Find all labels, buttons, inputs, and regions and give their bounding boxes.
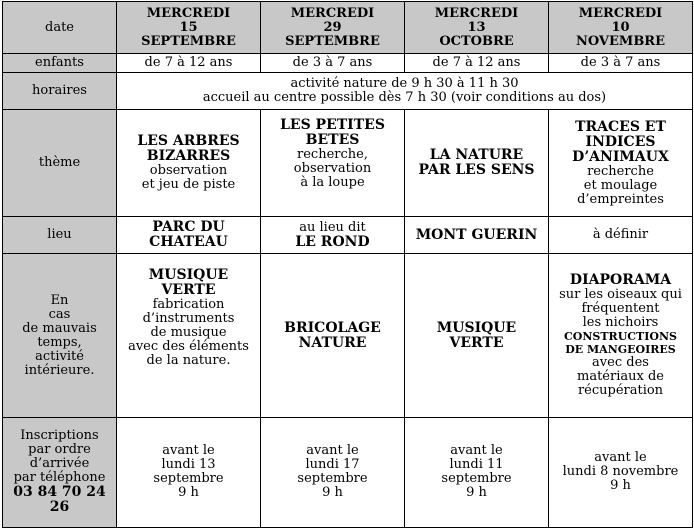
mauvais-title: DIAPORAMA: [569, 272, 672, 289]
label-enfants: enfants: [3, 54, 117, 73]
inscription-line: lundi 13: [161, 457, 216, 473]
lieu-col-1: [117, 217, 261, 254]
theme-title: LA NATURE: [429, 147, 524, 164]
row-horaires: [3, 73, 693, 110]
date-col-2: [261, 2, 405, 54]
label-line: de mauvais: [22, 320, 97, 336]
date-day: MERCREDI: [290, 5, 375, 21]
theme-desc: à la loupe: [300, 175, 365, 191]
label-mauvais-temps: [3, 254, 117, 417]
inscription-line: lundi 11: [449, 457, 504, 473]
mauvais-title: MUSIQUE: [148, 267, 229, 284]
inscription-line: septembre: [441, 471, 512, 487]
inscription-line: 9 h: [610, 478, 631, 494]
label-horaires: horaires: [3, 73, 117, 110]
inscription-line: avant le: [306, 443, 359, 459]
lieu-title: MONT GUERIN: [415, 226, 538, 243]
row-theme: [3, 110, 693, 217]
inscription-line: 9 h: [178, 485, 199, 501]
label-line: activité: [35, 348, 84, 364]
schedule-table: [2, 1, 693, 528]
mauvais-title: NATURE: [298, 334, 367, 351]
theme-desc: recherche: [587, 163, 654, 179]
label-date: date: [3, 2, 117, 54]
theme-desc: recherche,: [297, 147, 368, 163]
label-line: temps,: [37, 334, 82, 350]
label-lieu: lieu: [3, 217, 117, 254]
lieu-col-3: [405, 217, 549, 254]
mauvais-desc: sur les oiseaux qui: [559, 287, 682, 303]
label-line: par téléphone: [13, 470, 106, 486]
label-line: par ordre: [28, 442, 91, 458]
mauvais-desc: les nichoirs: [582, 315, 659, 331]
theme-title: TRACES ET: [575, 118, 666, 135]
date-month: OCTOBRE: [439, 33, 514, 49]
enfants-col-3: de 7 à 12 ans: [405, 54, 549, 73]
mauvais-desc: avec des éléments: [128, 339, 249, 355]
date-month: SEPTEMBRE: [141, 33, 236, 49]
mauvais-col-4: [549, 254, 693, 417]
mauvais-title: BRICOLAGE: [284, 319, 381, 336]
mauvais-desc: matériaux de: [577, 369, 664, 385]
row-date: [3, 2, 693, 54]
date-number: 13: [467, 19, 486, 35]
theme-col-1: [117, 110, 261, 217]
date-number: 10: [611, 19, 630, 35]
mauvais-title: DE MANGEOIRES: [565, 343, 676, 357]
lieu-pre: au lieu dit: [299, 219, 366, 235]
row-enfants: [3, 54, 693, 73]
mauvais-desc: de musique: [150, 325, 227, 341]
date-day: MERCREDI: [578, 5, 663, 21]
inscription-line: lundi 8 novembre: [562, 464, 679, 480]
label-theme: thème: [3, 110, 117, 217]
date-day: MERCREDI: [146, 5, 231, 21]
lieu-pre: à définir: [592, 227, 649, 243]
label-line: Inscriptions: [20, 428, 99, 444]
date-number: 29: [323, 19, 342, 35]
mauvais-col-3: [405, 254, 549, 417]
mauvais-desc: fabrication: [152, 297, 225, 313]
theme-title: INDICES: [585, 133, 656, 150]
theme-title: LES PETITES: [280, 117, 385, 134]
label-line: cas: [48, 306, 71, 322]
phone-number: 03 84 70 24: [13, 484, 106, 501]
theme-desc: observation: [149, 163, 228, 179]
date-col-3: [405, 2, 549, 54]
label-line: intérieure.: [24, 362, 95, 378]
label-inscriptions: [3, 417, 117, 527]
row-mauvais-temps: [3, 254, 693, 417]
theme-title: PAR LES SENS: [418, 162, 535, 179]
phone-number: 26: [49, 499, 70, 516]
theme-title: D’ANIMAUX: [572, 148, 669, 165]
row-lieu: [3, 217, 693, 254]
date-month: NOVEMBRE: [575, 33, 666, 49]
mauvais-title: MUSIQUE: [436, 319, 517, 336]
enfants-col-1: de 7 à 12 ans: [117, 54, 261, 73]
label-line: En: [50, 292, 69, 308]
inscription-line: avant le: [450, 443, 503, 459]
mauvais-desc: avec des: [592, 355, 649, 371]
theme-col-3: [405, 110, 549, 217]
theme-desc: et moulage: [583, 177, 658, 193]
inscription-line: septembre: [297, 471, 368, 487]
mauvais-desc: d’instruments: [142, 311, 235, 327]
inscription-col-4: [549, 417, 693, 527]
date-number: 15: [179, 19, 198, 35]
inscription-line: avant le: [594, 450, 647, 466]
theme-desc: d’empreintes: [577, 191, 664, 207]
lieu-col-2: [261, 217, 405, 254]
theme-title: BETES: [305, 132, 360, 149]
lieu-title: LE ROND: [295, 233, 370, 250]
theme-title: BIZARRES: [146, 148, 231, 165]
enfants-col-2: de 3 à 7 ans: [261, 54, 405, 73]
inscription-col-1: [117, 417, 261, 527]
mauvais-title: VERTE: [161, 282, 216, 299]
inscription-col-2: [261, 417, 405, 527]
lieu-col-4: [549, 217, 693, 254]
inscription-line: 9 h: [466, 485, 487, 501]
mauvais-desc: de la nature.: [146, 353, 231, 369]
mauvais-col-1: [117, 254, 261, 417]
mauvais-title: CONSTRUCTIONS: [564, 330, 677, 344]
horaires-cell: [117, 73, 693, 110]
date-col-4: [549, 2, 693, 54]
mauvais-title: VERTE: [449, 334, 504, 351]
date-month: SEPTEMBRE: [285, 33, 380, 49]
inscription-line: avant le: [162, 443, 215, 459]
row-inscriptions: [3, 417, 693, 527]
date-col-1: [117, 2, 261, 54]
inscription-line: 9 h: [322, 485, 343, 501]
theme-col-4: [549, 110, 693, 217]
horaires-line-2: accueil au centre possible dès 7 h 30 (voir conditions au dos): [202, 90, 607, 106]
theme-col-2: [261, 110, 405, 217]
date-day: MERCREDI: [434, 5, 519, 21]
inscription-line: lundi 17: [305, 457, 360, 473]
inscription-col-3: [405, 417, 549, 527]
horaires-line-1: activité nature de 9 h 30 à 11 h 30: [290, 76, 519, 92]
theme-desc: et jeu de piste: [141, 177, 236, 193]
enfants-col-4: de 3 à 7 ans: [549, 54, 693, 73]
label-line: d’arrivée: [29, 456, 90, 472]
mauvais-desc: récupération: [577, 383, 664, 399]
theme-title: LES ARBRES: [137, 133, 240, 150]
lieu-title: CHATEAU: [149, 234, 228, 251]
theme-desc: observation: [293, 161, 372, 177]
lieu-title: PARC DU: [152, 219, 225, 236]
inscription-line: septembre: [153, 471, 224, 487]
mauvais-col-2: [261, 254, 405, 417]
mauvais-desc: fréquentent: [581, 301, 660, 317]
